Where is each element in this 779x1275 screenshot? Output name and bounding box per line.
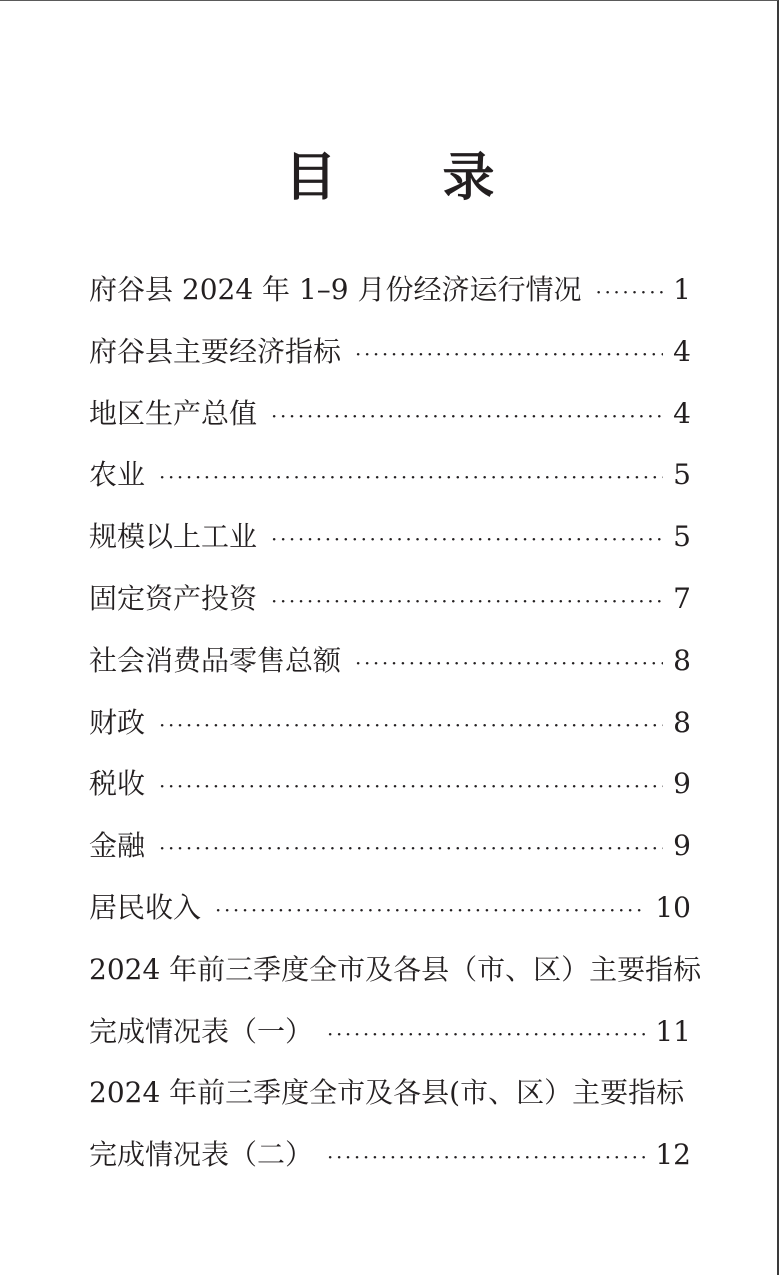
toc-entry-page: 5 <box>673 458 691 492</box>
toc-entry-label: 金融 <box>89 829 146 863</box>
toc-entry-label: 农业 <box>89 458 146 492</box>
dot-leader <box>159 447 663 509</box>
toc-entry[interactable] <box>89 444 691 506</box>
toc-entry[interactable] <box>89 630 691 692</box>
toc-entry-page: 12 <box>655 1138 691 1172</box>
toc-entry-heading-line[interactable] <box>89 939 702 1001</box>
toc-entry[interactable] <box>89 568 691 630</box>
dot-leader <box>355 324 663 386</box>
toc-entry-page: 8 <box>673 705 691 739</box>
dot-leader <box>355 633 663 695</box>
toc-entry[interactable] <box>89 506 691 568</box>
dot-leader <box>159 756 663 818</box>
toc-entry-page: 5 <box>673 520 691 554</box>
toc-entry-page: 11 <box>655 1014 691 1048</box>
toc-entry-label: 完成情况表（二） <box>89 1138 314 1172</box>
toc-entry-label: 地区生产总值 <box>89 396 258 430</box>
toc-entry[interactable] <box>89 692 691 754</box>
dot-leader <box>327 1127 645 1189</box>
dot-leader <box>159 695 663 757</box>
toc-entry-label: 2024 年前三季度全市及各县（市、区）主要指标 <box>89 952 702 986</box>
toc-entry-label: 社会消费品零售总额 <box>89 643 342 677</box>
toc-entry-page: 1 <box>673 273 691 306</box>
toc-entry-label: 固定资产投资 <box>89 581 258 615</box>
toc-entry-label: 规模以上工业 <box>89 520 258 554</box>
dot-leader <box>159 818 663 880</box>
toc-entry-label: 税收 <box>89 767 146 801</box>
toc-entry[interactable] <box>89 877 691 939</box>
toc-entry[interactable] <box>89 753 691 815</box>
toc-entry-label: 2024 年前三季度全市及各县(市、区）主要指标 <box>89 1076 685 1110</box>
toc-entry-label: 居民收入 <box>89 890 202 924</box>
dot-leader <box>271 386 663 448</box>
toc-entry[interactable] <box>89 815 691 877</box>
toc-entry-page: 8 <box>673 643 691 677</box>
toc-entry[interactable] <box>89 383 691 445</box>
toc-entry-heading-line[interactable] <box>89 1062 691 1124</box>
toc-entry-page: 9 <box>673 767 691 801</box>
dot-leader <box>596 262 664 324</box>
toc-entry-label: 府谷县主要经济指标 <box>89 334 342 368</box>
dot-leader <box>271 571 663 633</box>
toc-entry[interactable] <box>89 1124 691 1186</box>
page-title: 目 录 <box>284 147 539 208</box>
dot-leader <box>327 1004 645 1066</box>
dot-leader <box>271 509 663 571</box>
toc-entry-page: 7 <box>673 581 691 615</box>
table-of-contents <box>89 259 702 1186</box>
toc-entry-label: 府谷县 2024 年 1–9 月份经济运行情况 <box>89 273 582 306</box>
toc-entry[interactable] <box>89 259 691 321</box>
toc-entry-page: 9 <box>673 829 691 863</box>
toc-entry-label: 完成情况表（一） <box>89 1014 314 1048</box>
toc-entry-page: 4 <box>673 334 691 368</box>
dot-leader <box>215 880 645 942</box>
toc-entry-page: 10 <box>655 890 691 924</box>
toc-entry-label: 财政 <box>89 705 146 739</box>
toc-entry-page: 4 <box>673 396 691 430</box>
toc-entry[interactable] <box>89 321 691 383</box>
toc-entry[interactable] <box>89 1001 691 1063</box>
